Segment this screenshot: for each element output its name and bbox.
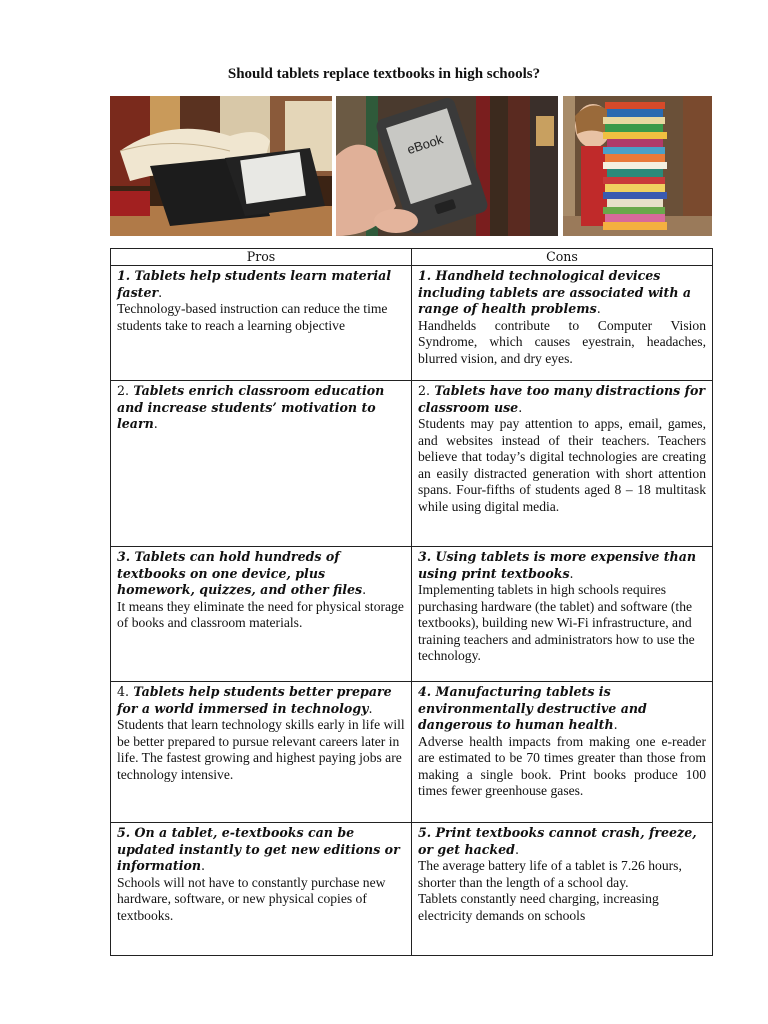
- pro-heading: 3. Tablets can hold hundreds of textbooks on one device, plus homework, quizzes, and other files: [117, 549, 363, 597]
- con-body: Handhelds contribute to Computer Vision Syndrome, which causes eyestrain, headaches, blurred vision, and dry eyes.: [418, 317, 706, 366]
- pro-cell: 2. Tablets enrich classroom education and increase students’ motivation to learn.: [111, 381, 412, 547]
- pro-body: It means they eliminate the need for physical storage of books and classroom materials.: [117, 598, 404, 630]
- pro-cell: 1. Tablets help students learn material faster. Technology-based instruction can reduce the time students take to reach a learning objective: [111, 266, 412, 381]
- table-header-row: [111, 249, 713, 266]
- pro-cell: 4. Tablets help students better prepare for a world immersed in technology. Students that learn technology skills early in life will be better prepared to pursue relevant careers later in life. The fastest growing and highest paying jobs are technology intensive.: [111, 682, 412, 823]
- table-row: [111, 381, 713, 547]
- con-heading: 2. Tablets have too many distractions for classroom use: [418, 383, 706, 415]
- pro-body: Students that learn technology skills early in life will be better prepared to pursue relevant careers later in life. The fastest growing and highest paying jobs are technology intensive.: [117, 717, 405, 782]
- con-heading: 3. Using tablets is more expensive than using print textbooks: [418, 549, 697, 581]
- con-heading: 1. Handheld technological devices including tablets are associated with a range of health problems: [418, 268, 692, 316]
- photo-books-and-ereader: [110, 96, 332, 236]
- photo-hand-holding-ebook: [336, 96, 558, 236]
- pro-cell: 3. Tablets can hold hundreds of textbooks on one device, plus homework, quizzes, and other files. It means they eliminate the need for physical storage of books and classroom materials.: [111, 547, 412, 682]
- pro-heading: 4. Tablets help students better prepare for a world immersed in technology: [117, 684, 392, 716]
- pro-cell: 5. On a tablet, e-textbooks can be updated instantly to get new editions or information. Schools will not have to constantly purchase new hardware, software, or new physical copies of textbooks.: [111, 823, 412, 956]
- pro-heading: 2. Tablets enrich classroom education and increase students’ motivation to learn: [117, 383, 385, 431]
- table-row: [111, 266, 713, 381]
- con-heading: 4. Manufacturing tablets is environmentally destructive and dangerous to human health: [418, 684, 647, 732]
- pro-heading: 1. Tablets help students learn material faster: [117, 268, 392, 300]
- con-body: Adverse health impacts from making one e-reader are estimated to be 70 times greater than those from making a single book. Print books produce 100 times fewer greenhouse gases.: [418, 733, 706, 798]
- ebook-screen-label: eBook: [405, 131, 445, 158]
- con-body: Students may pay attention to apps, email, games, and websites instead of their teachers. Teachers believe that today’s digital technologies are creating an easily distracted generation with short attention spans. Four-fifths of students aged 8 – 18 multitask while using digital media.: [418, 416, 706, 514]
- con-body: The average battery life of a tablet is 7.26 hours, shorter than the length of a school day.: [418, 858, 682, 890]
- con-cell: 5. Print textbooks cannot crash, freeze, or get hacked. The average battery life of a tablet is 7.26 hours, shorter than the length of a school day. Tablets constantly need charging, increasing electricity demands on schools: [412, 823, 713, 956]
- page-title: Should tablets replace textbooks in high schools?: [227, 66, 541, 82]
- con-cell: 1. Handheld technological devices including tablets are associated with a range of health problems. Handhelds contribute to Computer Vision Syndrome, which causes eyestrain, headaches, blurred vision, and dry eyes.: [412, 266, 713, 381]
- table-row: [111, 682, 713, 823]
- con-cell: 4. Manufacturing tablets is environmentally destructive and dangerous to human health. Adverse health impacts from making one e-reader are estimated to be 70 times greater than those from making a single book. Print books produce 100 times fewer greenhouse gases.: [412, 682, 713, 823]
- pros-cons-table: [110, 248, 713, 956]
- pros-header: Pros: [111, 249, 412, 266]
- photo-girl-behind-books: [563, 96, 712, 236]
- con-cell: 3. Using tablets is more expensive than using print textbooks. Implementing tablets in high schools requires purchasing hardware (the tablet) and software (the textbooks), building new Wi-Fi infrastructure, and training teachers and administrators how to use the technology.: [412, 547, 713, 682]
- pro-body: Technology-based instruction can reduce the time students take to reach a learning objective: [117, 301, 388, 333]
- con-body-extra: Tablets constantly need charging, increasing electricity demands on schools: [418, 891, 659, 923]
- cons-header: Cons: [412, 249, 713, 266]
- table-row: [111, 823, 713, 956]
- con-heading: 5. Print textbooks cannot crash, freeze, or get hacked: [418, 825, 697, 857]
- con-cell: 2. Tablets have too many distractions for classroom use. Students may pay attention to apps, email, games, and websites instead of their teachers. Teachers believe that today’s digital technologies are creating an easily distracted generation with short attention spans. Four-fifths of students aged 8 – 18 multitask while using digital media.: [412, 381, 713, 547]
- pro-body: Schools will not have to constantly purchase new hardware, software, or new physical copies of textbooks.: [117, 874, 386, 923]
- con-body: Implementing tablets in high schools requires purchasing hardware (the tablet) and software (the textbooks), building new Wi-Fi infrastructure, and training teachers and administrators how to use the technology.: [418, 582, 695, 663]
- book-stack: [603, 102, 667, 230]
- pro-heading: 5. On a tablet, e-textbooks can be updated instantly to get new editions or information: [117, 825, 400, 873]
- table-row: [111, 547, 713, 682]
